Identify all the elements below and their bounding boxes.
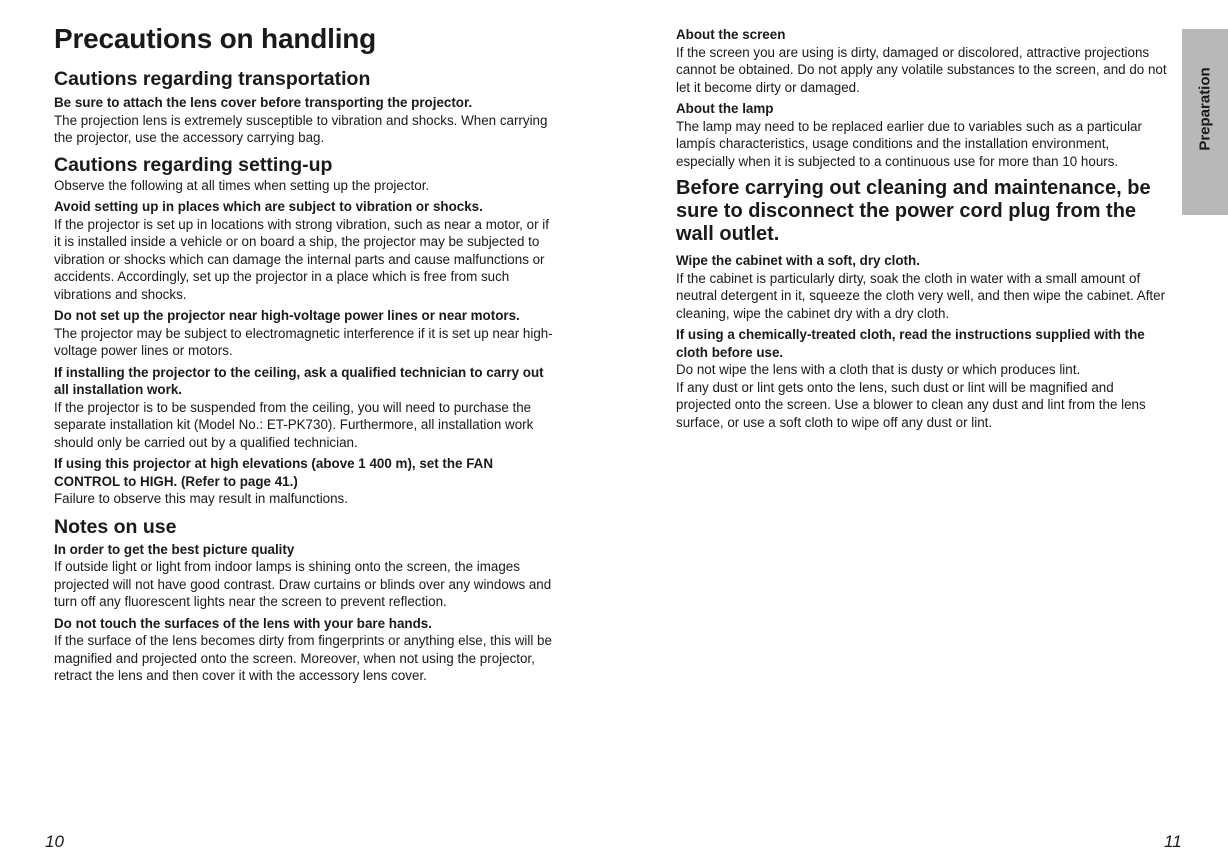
lamp-subheading: About the lamp	[676, 101, 774, 116]
setup-item-2-body: The projector may be subject to electromagnetic interference if it is set up near high-voltage power lines or motors.	[54, 325, 553, 358]
transport-heading: Cautions regarding transportation	[54, 68, 371, 90]
screen-subheading: About the screen	[676, 27, 786, 42]
setup-item-3-body: If the projector is to be suspended from the ceiling, you will need to purchase the separate installation kit (Model No.: ET-PK730). Furthermore, all installation work should only be carried out by a qualified technician.	[54, 399, 534, 450]
lamp-body: The lamp may need to be replaced earlier due to variables such as a particular lampís characteristics, usage conditions and the installation environment, especially when it is subjected to a continuous use for more than 10 hours.	[676, 118, 1142, 169]
notes-item-1-body: If outside light or light from indoor lamps is shining onto the screen, the images projected will not have good contrast. Draw curtains or blinds over any windows and turn off any fluorescent lights near the screen to prevent reflection.	[54, 559, 552, 609]
page-title: Precautions on handling	[54, 23, 377, 54]
page-number-left: 10	[45, 832, 64, 851]
notes-item-2-subheading: Do not touch the surfaces of the lens with your bare hands.	[54, 615, 432, 631]
preparation-tab	[1182, 29, 1228, 215]
transport-body: The projection lens is extremely susceptible to vibration and shocks. When carrying the projector, use the accessory carrying bag.	[54, 112, 548, 145]
right-page	[676, 0, 1171, 868]
page-number-right: 11	[1164, 832, 1182, 851]
notes-item-1-subheading: In order to get the best picture quality	[54, 541, 295, 557]
screen-body: If the screen you are using is dirty, damaged or discolored, attractive projections cannot be obtained. Do not apply any volatile substances to the screen, and do not let it become dirty or damaged.	[676, 44, 1167, 95]
notes-item-2-body: If the surface of the lens becomes dirty from fingerprints or anything else, this will be magnified and projected onto the screen. Moreover, when not using the projector, retract the lens and then cover it with the accessory lens cover.	[54, 633, 552, 683]
setup-item-2-subheading: Do not set up the projector near high-voltage power lines or near motors.	[54, 308, 520, 323]
setup-item-4-body: Failure to observe this may result in malfunctions.	[54, 491, 348, 506]
cleaning-item-1-body: If the cabinet is particularly dirty, soak the cloth in water with a small amount of neutral detergent in it, squeeze the cloth very well, and then wipe the cabinet. After cleaning, wipe the cabinet dry with a dry cloth.	[676, 270, 1166, 321]
left-page	[54, 0, 554, 868]
cleaning-item-2-body: Do not wipe the lens with a cloth that is dusty or which produces lint.	[676, 362, 1081, 377]
notes-heading: Notes on use	[54, 515, 177, 538]
transport-subheading: Be sure to attach the lens cover before transporting the projector.	[54, 95, 473, 110]
preparation-tab-label: Preparation	[1196, 67, 1214, 151]
cleaning-item-2-body-continued: If any dust or lint gets onto the lens, such dust or lint will be magnified and projected onto the screen. Use a blower to clean any dust and lint from the lens surface, or use a soft cloth to wipe off any dust or lint.	[676, 379, 1146, 430]
setup-item-1-subheading: Avoid setting up in places which are subject to vibration or shocks.	[54, 199, 483, 214]
cleaning-item-2-subheading: If using a chemically-treated cloth, read the instructions supplied with the cloth before use.	[676, 327, 1145, 360]
setup-item-4-subheading: If using this projector at high elevations (above 1 400 m), set the FAN CONTROL to HIGH. (Refer to page 41.)	[54, 456, 494, 489]
cleaning-heading: Before carrying out cleaning and maintenance, be sure to disconnect the power cord plug from the wall outlet.	[676, 177, 1151, 245]
setup-intro: Observe the following at all times when setting up the projector.	[54, 177, 430, 193]
setup-item-3-subheading: If installing the projector to the ceiling, ask a qualified technician to carry out all installation work.	[54, 364, 544, 397]
setup-heading: Cautions regarding setting-up	[54, 153, 333, 176]
setup-item-1-body: If the projector is set up in locations with strong vibration, such as near a motor, or if it is installed inside a vehicle or on board a ship, the projector may be subjected to vibration or shocks which can damage the internal parts and cause malfunctions or accidents. Accordingly, set up the projector in a place which is free from such vibrations and shocks.	[54, 216, 549, 302]
cleaning-item-1-subheading: Wipe the cabinet with a soft, dry cloth.	[676, 253, 920, 268]
